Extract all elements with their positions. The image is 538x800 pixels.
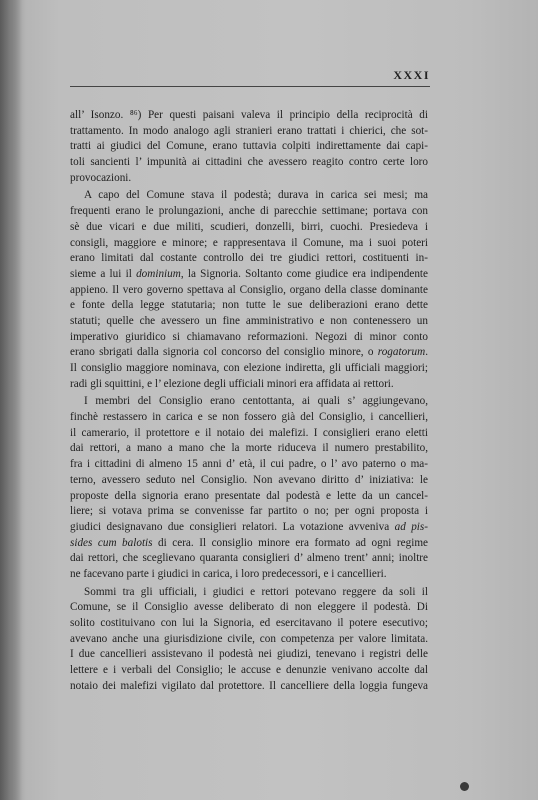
text-line: tratti ai giudici del Comune, erano tuttavia colpiti indirettamente dai capi- (70, 140, 428, 153)
text-line: giudici designavano due consiglieri relatori. La votazione avveniva ad pis- (70, 520, 428, 533)
text-line: radi gli squittini, e l’ elezione degli ufficiali minori era affidata ai rettori. (70, 377, 394, 390)
text-line: I membri del Consiglio erano centottanta, ai quali s’ aggiungevano, (84, 395, 428, 408)
text-line: provocazioni. (70, 171, 132, 184)
page-number: XXXI (393, 68, 430, 82)
text-line: lettere e i verbali del Consiglio; le accuse e denunzie venivano accolte dal (70, 664, 428, 677)
text-line: Sommi tra gli ufficiali, i giudici e rettori potevano reggere da soli il (84, 585, 428, 598)
text-line: e fonte della legge statutaria; non tutte le sue deliberazioni erano dette (70, 299, 428, 312)
text-line: solito costituivano con lui la Signoria, ed esercitavano il potere esecutivo; (70, 617, 428, 629)
book-gutter-shadow (0, 0, 22, 800)
text-line: imperativo giuridico si chiamavano reformazioni. Negozi di minor conto (70, 330, 428, 343)
text-line: dai rettori, che sceglievano quaranta consiglieri d’ almeno trent’ anni; inoltre (70, 552, 428, 565)
text-line: sieme a lui il dominium, la Signoria. Soltanto come giudice era indipendente (70, 267, 429, 280)
text-line: sè due vicari e due militi, scudieri, donzelli, birri, cuochi. Presiedeva i (70, 220, 428, 233)
text-line: consigli, maggiore e minore; e rappresentava il Comune, ma i suoi poteri (70, 236, 428, 249)
header-rule (70, 86, 430, 87)
text-line: Il consiglio maggiore nominava, con elezione indiretta, gli ufficiali maggiori; (70, 362, 428, 374)
text-line: appieno. Il vero governo spettava al Consiglio, organo della classe dominante (70, 283, 428, 296)
text-line: sides cum balotis di cera. Il consiglio minore era formato ad ogni regime (70, 536, 428, 549)
text-line: terno, avessero seduto nel Consiglio. Non avevano diritto d’ iniziativa: le (70, 473, 428, 486)
text-line: erano sbrigati dalla signoria col concorso del consiglio minore, o rogatorum. (70, 346, 428, 359)
text-line: finchè restassero in carica e se non fossero già del Consiglio, i cancellieri, (70, 411, 428, 424)
paragraph-3 (70, 394, 428, 582)
body-text (70, 108, 428, 694)
text-line: dai rettori, a mano a mano che la morte riduceva il numero prestabilito, (70, 442, 428, 455)
text-line: Comune, se il Consiglio avesse deliberato di non eleggere il podestà. Di (70, 601, 428, 614)
paragraph-1 (70, 108, 428, 186)
scan-blemish (460, 782, 469, 791)
text-line: il camerario, il protettore e il notaio dei malefizi. I consiglieri erano eletti (70, 426, 428, 439)
paragraph-2 (70, 188, 428, 392)
text-line: all’ Isonzo. ⁸⁶) Per questi paisani valeva il principio della reciprocità di (70, 109, 428, 121)
text-line: I due cancellieri assistevano il podestà nei giudizi, tenevano i registri delle (70, 648, 428, 661)
text-line: frequenti erano le prolungazioni, anche di parecchie settimane; portava con (70, 205, 428, 218)
text-line: avevano anche una giurisdizione civile, con competenza per valore limitata. (70, 632, 428, 645)
text-line: erano limitati dal costante controllo dei tre giudici rettori, costituenti in- (70, 252, 428, 265)
text-line: proposte della signoria erano presentate dal podestà e lette da un cancel- (70, 489, 428, 502)
text-line: liere; si votava prima se convenisse far partito o no; per ogni proposta i (70, 505, 428, 518)
text-line: ne facevano parte i giudici in carica, i loro predecessori, e i cancellieri. (70, 567, 387, 580)
text-line: trattamento. In modo analogo agli stranieri erano trattati i chierici, che sot- (70, 124, 428, 137)
paragraph-4 (70, 585, 428, 695)
text-line: statuti; quelle che avessero un fine amministrativo e non contenessero un (70, 314, 428, 327)
text-line: A capo del Comune stava il podestà; durava in carica sei mesi; ma (84, 189, 428, 202)
text-line: notaio dei malefizi vigilato dal protettore. Il cancelliere della loggia fungeva (70, 679, 428, 692)
text-line: fra i cittadini di almeno 15 anni d’ età, il cui padre, o l’ avo paterno o ma- (70, 458, 428, 471)
text-line: toli sancienti l’ impunità ai cittadini che avessero reagito contro certe loro (70, 156, 428, 169)
page-header (0, 62, 538, 92)
